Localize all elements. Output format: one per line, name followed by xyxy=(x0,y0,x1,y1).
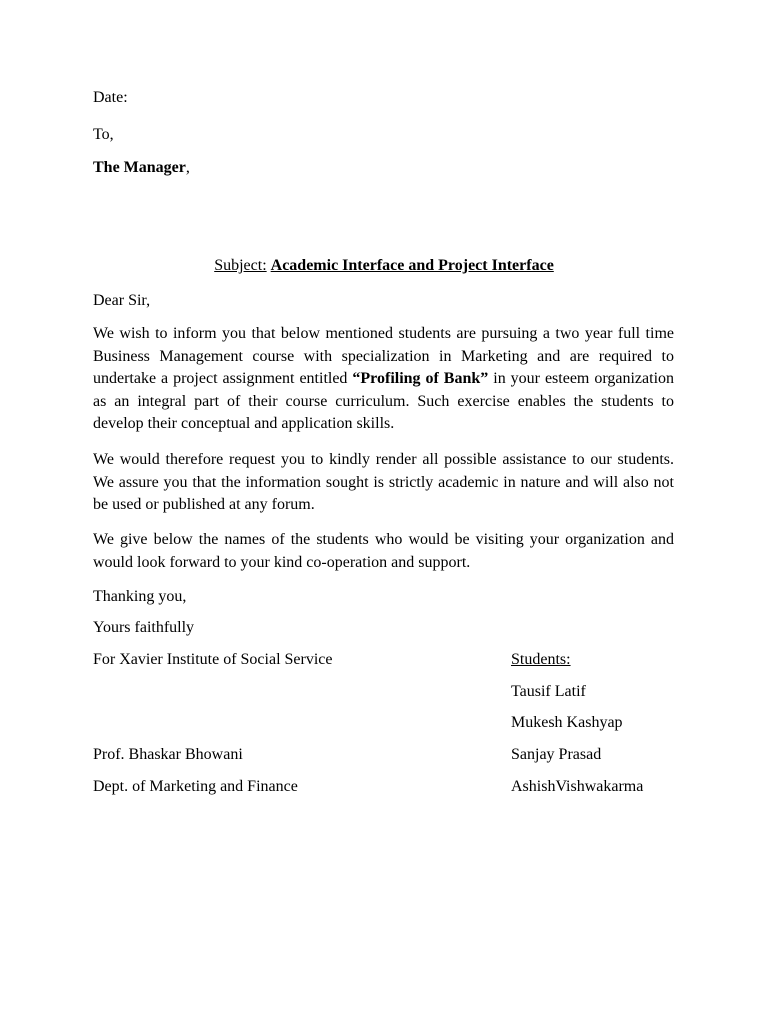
student-name: Sanjay Prasad xyxy=(511,746,602,763)
closing-line: Yours faithfully xyxy=(93,619,195,636)
institute-line: For Xavier Institute of Social Service xyxy=(93,651,333,668)
project-title: “Profiling of Bank” xyxy=(352,370,489,388)
signatory-dept: Dept. of Marketing and Finance xyxy=(93,778,298,795)
recipient-title: The Manager xyxy=(93,159,186,176)
signatory-name: Prof. Bhaskar Bhowani xyxy=(93,746,243,763)
salutation: Dear Sir, xyxy=(93,292,151,309)
subject-label: Subject: xyxy=(214,257,267,274)
subject-title: Academic Interface and Project Interface xyxy=(270,257,554,274)
paragraph-1-text-end: in your esteem organization as an integral part of their course curriculum. Such exercise enables the students to develop their conceptual and application skills. xyxy=(93,370,675,433)
students-heading: Students: xyxy=(511,651,571,668)
date-label: Date: xyxy=(93,89,128,106)
paragraph-2: We would therefore request you to kindly render all possible assistance to our students. We assure you that the information sought is strictly academic in nature and will also not be used or published at any forum. xyxy=(93,451,674,514)
recipient-comma: , xyxy=(185,159,190,176)
subject-line xyxy=(0,255,768,277)
paragraph-1 xyxy=(93,323,674,436)
to-label: To, xyxy=(93,126,114,143)
thanks-line: Thanking you, xyxy=(93,588,187,605)
recipient xyxy=(93,157,190,179)
paragraph-3: We give below the names of the students who would be visiting your organization and would look forward to your kind co-operation and support. xyxy=(93,531,674,571)
student-name: AshishVishwakarma xyxy=(511,778,644,795)
paragraph-1-text-start: We wish to inform you that below mentioned students are pursuing a two year full time Business Management course with specialization in Marketing and are required to undertake a project assignment entitled xyxy=(93,325,674,388)
student-name: Tausif Latif xyxy=(511,683,586,700)
student-name: Mukesh Kashyap xyxy=(511,714,623,731)
